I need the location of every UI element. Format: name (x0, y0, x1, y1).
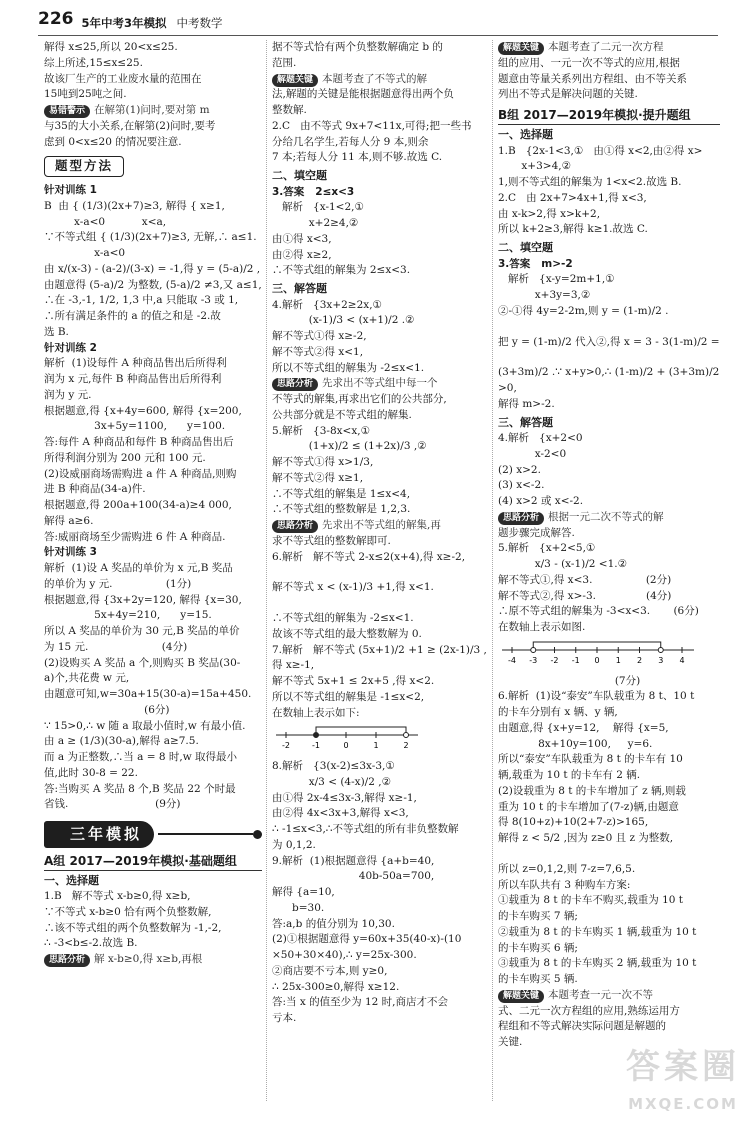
text-line: 5.解析 {x+2<5,① (498, 542, 596, 555)
text-line: 解不等式①得 x≥-2, (272, 330, 367, 342)
text-line: 而 a 为正整数,∴当 a = 8 时,w 取得最小 (44, 751, 238, 763)
text-line: ∴在 -3,-1, 1/2, 1,3 中,a 只能取 -3 或 1, (44, 294, 239, 307)
text-line (498, 510, 720, 526)
text-line: ∴该不等式组的两个负整数解为 -1,-2, (44, 921, 222, 934)
endpoint-dot (404, 733, 409, 738)
text-line: 值,此时 30-8 = 22. (44, 766, 138, 779)
text-line: 解析 (1)设每件 A 种商品售出后所得利 (44, 357, 227, 370)
text-line: 由①得 2x-4≤3x-3,解得 x≥-1, (272, 791, 417, 804)
text-line: ×50+30×40),∴ y=25x-300. (272, 949, 417, 961)
endpoint-dot (314, 733, 319, 738)
section-heading: 二、填空题 (272, 169, 327, 182)
text-line: b=30. (272, 901, 325, 914)
text-line (44, 952, 262, 968)
text-line: 3.答案 m>-2 (498, 257, 573, 270)
number-line-label: -2 (550, 655, 559, 665)
text-line: x+3>4,② (498, 160, 572, 173)
text-line: 润为 y 元. (44, 388, 92, 401)
text-line: ∴不等式组的解集为 2≤x<3. (272, 264, 411, 277)
text-line: 所以车队共有 3 种购车方案: (498, 878, 631, 891)
text-line: ∴ -1≤x<3,∴不等式组的所有非负整数解 (272, 823, 459, 835)
text-line: 由 x-k>2,得 x>k+2, (498, 207, 601, 220)
column-divider (492, 40, 493, 1101)
note-tag: 思路分析 (272, 520, 318, 533)
text-line: 4.解析 {3x+2≥2x,① (272, 298, 382, 311)
text-line: ∴不等式组的解集是 1≤x<4, (272, 487, 411, 500)
text-line: 解不等式 x < (x-1)/3 +1,得 x<1. (272, 581, 434, 594)
note-text: 本题考查一元一次不等 (548, 988, 654, 1001)
text-line: 解不等式②得 x<1, (272, 345, 364, 358)
section-banner (44, 156, 262, 177)
text-line: 9.解析 (1)根据题意得 {a+b=40, (272, 854, 435, 867)
text-line: 由 a ≥ (1/3)(30-a),解得 a≥7.5. (44, 735, 199, 748)
text-line: 2.C 由 2x+7>4x+1,得 x<3, (498, 191, 647, 204)
text-line: 根据题意,得 200a+100(34-a)≥4 000, (44, 499, 232, 511)
text-line: 1.B {2x-1<3,① 由①得 x<2,由②得 x> (498, 144, 703, 157)
text-line: (2)设购买 A 奖品 a 个,则购买 B 奖品(30- (44, 656, 241, 669)
section-heading: 二、填空题 (498, 241, 553, 254)
number-line-label: -1 (571, 655, 580, 665)
text-line: 法,解题的关键是能根据题意得出两个负 (272, 88, 454, 101)
text-line: 的单价为 y 元. (1分) (44, 577, 192, 590)
number-line-label: 4 (679, 655, 685, 665)
text-line: x+2≥4,② (272, 217, 359, 229)
text-line: 所以 k+2≥3,解得 k≥1.故选 C. (498, 223, 648, 236)
text-line: 省钱. (9分) (44, 798, 181, 811)
text-line: 程组和不等式解决实际问题是解题的 (498, 1020, 666, 1033)
text-line: ∴所有满足条件的 a 的值之和是 -2.故 (44, 310, 221, 322)
text-line (272, 596, 488, 611)
text-line: x/3 < (4-x)/2 ,② (272, 775, 391, 788)
text-line: 据不等式恰有两个负整数解确定 b 的 (272, 41, 443, 53)
text-line: 列出不等式是解决问题的关键. (498, 88, 638, 101)
text-line: 所以 A 奖品的单价为 30 元,B 奖品的单价 (44, 625, 240, 637)
text-line: 答:威丽商场至少需购进 6 件 A 种商品. (44, 530, 226, 543)
text-line: (3+3m)/2 .∵ x+y>0,∴ (1-m)/2 + (3+3m)/2 >0, (498, 366, 723, 394)
text-line: B 由 { (1/3)(2x+7)≥3, 解得 { x≥1, (44, 199, 225, 212)
column-divider (266, 40, 267, 1101)
banner-rule (158, 833, 253, 835)
watermark-text: 答案圈 (626, 1046, 740, 1087)
text-line: 组的应用、一元一次不等式的应用,根据 (498, 56, 680, 69)
text-line: 重为 10 t 的卡车增加了(7-z)辆,由题意 (498, 800, 679, 813)
text-line: x+3y=3,② (498, 289, 591, 301)
text-line: (3) x<-2. (498, 479, 545, 492)
number-line-label: 0 (594, 655, 600, 665)
text-line: 解不等式①,得 x<3. (2分) (498, 573, 672, 586)
text-line: 7.解析 解不等式 (5x+1)/2 +1 ≥ (2x-1)/3 ,得 x≥-1, (272, 643, 487, 672)
text-line: 解不等式 5x+1 ≤ 2x+5 ,得 x<2. (272, 675, 435, 687)
chapter-banner-label: 三年模拟 (44, 821, 154, 848)
text-line: a)个,共花费 w 元, (44, 672, 130, 685)
section-heading: 三、解答题 (498, 415, 553, 429)
text-line: (x-1)/3 < (x+1)/2 .② (272, 314, 415, 327)
column-middle (272, 40, 488, 1115)
text-line: 把 y = (1-m)/2 代入②,得 x = 3 - 3(1-m)/2 = (498, 335, 720, 348)
text-line: 解不等式②得 x≥1, (272, 471, 364, 484)
text-line: 3.答案 2≤x<3 (272, 185, 355, 198)
note-text: 本题考查了不等式的解 (322, 72, 428, 85)
text-line: 所以“泰安”车队载重为 8 t 的卡车有 10 (498, 753, 683, 766)
text-line: 解不等式①得 x>1/3, (272, 456, 374, 468)
note-text: 先求出不等式组中每一个 (322, 377, 438, 390)
number-line-label: 2 (636, 655, 643, 665)
text-line: 2.C 由不等式 9x+7<11x,可得;把一些书 (272, 119, 472, 132)
text-line: (2) x>2. (498, 463, 541, 476)
text-line: 由②得 4x<3x+3,解得 x<3, (272, 807, 409, 820)
text-line: (4) x>2 或 x<-2. (498, 495, 584, 507)
text-line: 1.B 解不等式 x-b≥0,得 x≥b, (44, 890, 191, 902)
text-line: 解不等式②,得 x>-3. (4分) (498, 589, 672, 602)
text-line: 进 B 种商品(34-a)件. (44, 483, 146, 496)
text-line: ②-①得 4y=2-2m,则 y = (1-m)/2 . (498, 304, 669, 317)
text-line: ∴不等式组的解集为 -2≤x<1. (272, 612, 414, 624)
text-line: 由②得 x≥2, (272, 248, 332, 261)
text-line: 由题意得 (5-a)/2 为整数, (5-a)/2 ≠3,又 a≤1, (44, 278, 262, 291)
text-line: 解得 a≥6. (44, 514, 94, 527)
text-line: 由 x/(x-3) - (a-2)/(3-x) = -1,得 y = (5-a)/2 , (44, 262, 261, 275)
text-line: 故该厂生产的工业废水量的范围在 (44, 72, 202, 85)
chapter-banner (44, 821, 262, 848)
book-subject: 中考数学 (176, 15, 223, 30)
text-line: ∵不等式组 { (1/3)(2x+7)≥3, 无解,∴ a≤1. (44, 231, 257, 244)
text-line: ②载重为 8 t 的卡车购买 1 辆,载重为 10 t (498, 925, 697, 938)
text-line: 由题意可知,w=30a+15(30-a)=15a+450. (44, 688, 252, 700)
text-line (272, 72, 488, 88)
note-tag: 思路分析 (498, 512, 544, 525)
number-line-label: 1 (615, 655, 621, 665)
text-line: (7分) (498, 674, 641, 687)
text-line: 为 15 元. (4分) (44, 640, 188, 653)
text-line: 答:当 x 的值至少为 12 时,商店才不会 (272, 996, 449, 1009)
text-line: 所以不等式组的解集为 -2≤x<1. (272, 361, 425, 374)
note-tag: 解题关键 (272, 74, 318, 87)
text-line: 1,则不等式组的解集为 1<x<2.故选 B. (498, 176, 682, 188)
text-line: 式、二元一次方程组的应用,熟练运用方 (498, 1004, 680, 1017)
section-banner-label: 题型方法 (44, 156, 124, 177)
text-line: 的卡车购买 5 辆. (498, 973, 578, 985)
text-line: x-a<0 (44, 247, 126, 259)
text-line: 不等式的解集,再求出它们的公共部分, (272, 393, 447, 405)
note-tag: 易错警示 (44, 105, 90, 118)
text-line: (2)①根据题意得 y=60x+35(40-x)-(10 (272, 933, 462, 946)
text-line: 辆,载重为 10 t 的卡车有 2 辆. (498, 769, 641, 781)
text-line: (2)设威丽商场需购进 a 件 A 种商品,则购 (44, 467, 237, 480)
endpoint-dot (658, 647, 663, 652)
number-line-label: 1 (373, 741, 379, 751)
section-heading: 三、解答题 (272, 282, 327, 295)
text-line: x-a<0 x<a, (44, 215, 167, 228)
text-line (272, 565, 488, 580)
section-heading: 一、选择题 (44, 873, 99, 887)
number-line-label: -4 (508, 655, 516, 665)
text-line (272, 376, 488, 392)
text-line: 亏本. (272, 1012, 297, 1024)
text-line: 题步骤完成解答. (498, 526, 575, 539)
endpoint-dot (531, 647, 536, 652)
text-line: (1+x)/2 ≤ (1+2x)/3 ,② (272, 440, 427, 453)
text-line: (2)设载重为 8 t 的卡车增加了 z 辆,则载 (498, 784, 686, 797)
text-line: 公共部分就是不等式组的解集. (272, 408, 412, 421)
note-text: 解 x-b≥0,得 x≥b,再根 (94, 953, 203, 965)
number-line-label: 3 (658, 655, 664, 665)
text-line: 润为 x 元,每件 B 种商品售出后所得利 (44, 373, 222, 385)
text-line (272, 518, 488, 534)
text-line: ③载重为 8 t 的卡车购买 2 辆,载重为 10 t (498, 957, 697, 970)
note-tag: 思路分析 (44, 954, 90, 967)
text-line: ∴原不等式组的解集为 -3<x<3. (6分) (498, 605, 699, 618)
text-line: ∴不等式组的整数解是 1,2,3. (272, 503, 411, 516)
number-line-label: -2 (282, 741, 290, 751)
text-line (498, 988, 720, 1004)
note-tag: 解题关键 (498, 990, 544, 1003)
text-line: 解得 z < 5/2 ,因为 z≥0 且 z 为整数, (498, 832, 674, 844)
text-line: 针对训练 2 (44, 341, 97, 354)
text-line: 的卡车分别有 x 辆、y 辆, (498, 706, 618, 718)
text-line: 所以 z=0,1,2,则 7-z=7,6,5. (498, 862, 636, 875)
text-line (498, 40, 720, 56)
text-line: 3x+5y=1100, y=100. (44, 420, 226, 433)
text-line: (6分) (44, 703, 170, 716)
text-line: 6.解析 解不等式 2-x≤2(x+4),得 x≥-2, (272, 550, 466, 563)
number-line-label: 0 (343, 741, 349, 751)
text-line: ∵不等式 x-b≥0 恰有两个负整数解, (44, 905, 212, 918)
text-line: x/3 - (x-1)/2 <1.② (498, 558, 628, 570)
text-line: 所以不等式组的解集是 -1≤x<2, (272, 690, 425, 703)
text-line: 根据题意,得 {3x+2y=120, 解得 {x=30, (44, 593, 242, 606)
text-line: 的卡车购买 7 辆; (498, 910, 578, 922)
text-line: x-2<0 (498, 447, 567, 460)
text-line: 的卡车购买 6 辆; (498, 941, 578, 954)
text-line: 选 B. (44, 325, 69, 338)
number-line (272, 723, 422, 751)
note-text: 在解第(1)问时,要对第 m (94, 104, 210, 116)
text-line: 答:当购买 A 奖品 8 个,B 奖品 22 个时最 (44, 782, 236, 795)
note-text: 先求出不等式组的解集,再 (322, 519, 441, 531)
page-number: 226 (38, 8, 74, 29)
note-tag: 思路分析 (272, 378, 318, 391)
solution-interval (316, 727, 406, 735)
text-line: 在数轴上表示如图. (498, 621, 586, 633)
text-line: 15吨到25吨之间. (44, 88, 127, 101)
note-text: 本题考查了二元一次方程 (548, 41, 664, 53)
text-line: 针对训练 1 (44, 184, 97, 196)
page-header (38, 6, 718, 36)
text-line: 解析 {x-1<2,① (272, 201, 364, 214)
column-left (44, 40, 262, 1115)
banner-dot (253, 830, 262, 839)
text-line: 解析 (1)设 A 奖品的单价为 x 元,B 奖品 (44, 562, 233, 574)
text-line: 综上所述,15≤x≤25. (44, 56, 143, 69)
text-line: 虑到 0<x≤20 的情况要注意. (44, 135, 182, 148)
text-line: 由题意,得 {x+y=12, 解得 {x=5, (498, 721, 669, 734)
watermark-url: MXQE.COM (628, 1094, 738, 1113)
text-line: 答:每件 A 种商品和每件 B 种商品售出后 (44, 436, 234, 448)
text-line (498, 350, 720, 365)
text-line: 根据题意,得 {x+4y=600, 解得 {x=200, (44, 404, 242, 417)
text-line: 为 0,1,2. (272, 838, 316, 851)
book-title: 5年中考3年模拟 (81, 15, 167, 30)
text-line: 与35的大小关系,在解第(2)问时,要考 (44, 119, 216, 132)
text-line: 求不等式组的整数解即可. (272, 534, 391, 547)
number-line-label: 2 (403, 741, 409, 751)
text-line: 关键. (498, 1036, 523, 1048)
text-line: 解得 x≤25,所以 20<x≤25. (44, 41, 178, 53)
text-line: 5.解析 {3-8x<x,① (272, 424, 371, 437)
text-line: 解析 {x-y=2m+1,① (498, 273, 615, 286)
watermark-logo (626, 1042, 740, 1116)
text-line: 整数解. (272, 104, 307, 116)
text-line: ∴ -3<b≤-2.故选 B. (44, 937, 138, 950)
text-line: 解得 {a=10, (272, 886, 335, 898)
text-line: 范围. (272, 56, 297, 69)
group-heading: A组 2017—2019年模拟·基础题组 (44, 852, 262, 871)
text-line: 所得利润分别为 200 元和 100 元. (44, 451, 206, 464)
text-line: 答:a,b 的值分别为 10,30. (272, 917, 395, 930)
text-line: ∴ 25x-300≥0,解得 x≥12. (272, 980, 400, 993)
text-line: 8x+10y=100, y=6. (498, 737, 653, 750)
text-line: 7 本;若每人分 11 本,则不够.故选 C. (272, 151, 443, 164)
text-line (498, 320, 720, 335)
text-line (498, 847, 720, 862)
text-line: ①载重为 8 t 的卡车不购买,载重为 10 t (498, 894, 684, 907)
text-line (44, 103, 262, 119)
text-line: 8.解析 {3(x-2)≤3x-3,① (272, 760, 395, 772)
text-line: 在数轴上表示如下: (272, 706, 360, 719)
text-line: 6.解析 (1)设“泰安”车队载重为 8 t、10 t (498, 690, 695, 703)
text-line: 4.解析 {x+2<0 (498, 432, 583, 444)
group-heading: B组 2017—2019年模拟·提升题组 (498, 106, 720, 125)
text-line: 40b-50a=700, (272, 870, 435, 883)
text-line: 得 8(10+z)+10(2+7-z)>165, (498, 816, 649, 829)
text-line: 题意由等量关系列出方程组、由不等关系 (498, 72, 687, 85)
note-tag: 解题关键 (498, 42, 544, 55)
note-text: 根据一元二次不等式的解 (548, 510, 664, 523)
text-line: ②商店要不亏本,则 y≥0, (272, 964, 388, 977)
text-line: 5x+4y=210, y=15. (44, 609, 212, 622)
number-line-label: -3 (529, 655, 538, 665)
text-line: ∵ 15>0,∴ w 随 a 取最小值时,w 有最小值. (44, 719, 246, 732)
text-line: 分给几名学生,若每人分 9 本,则余 (272, 135, 429, 148)
number-line-label: -1 (312, 741, 320, 751)
text-line: 针对训练 3 (44, 546, 97, 559)
number-line (498, 638, 698, 666)
text-line: 由①得 x<3, (272, 232, 332, 245)
column-right (498, 40, 723, 1115)
text-line: 解得 m>-2. (498, 397, 555, 410)
section-heading: 一、选择题 (498, 128, 553, 141)
text-line: 故该不等式组的最大整数解为 0. (272, 627, 422, 640)
